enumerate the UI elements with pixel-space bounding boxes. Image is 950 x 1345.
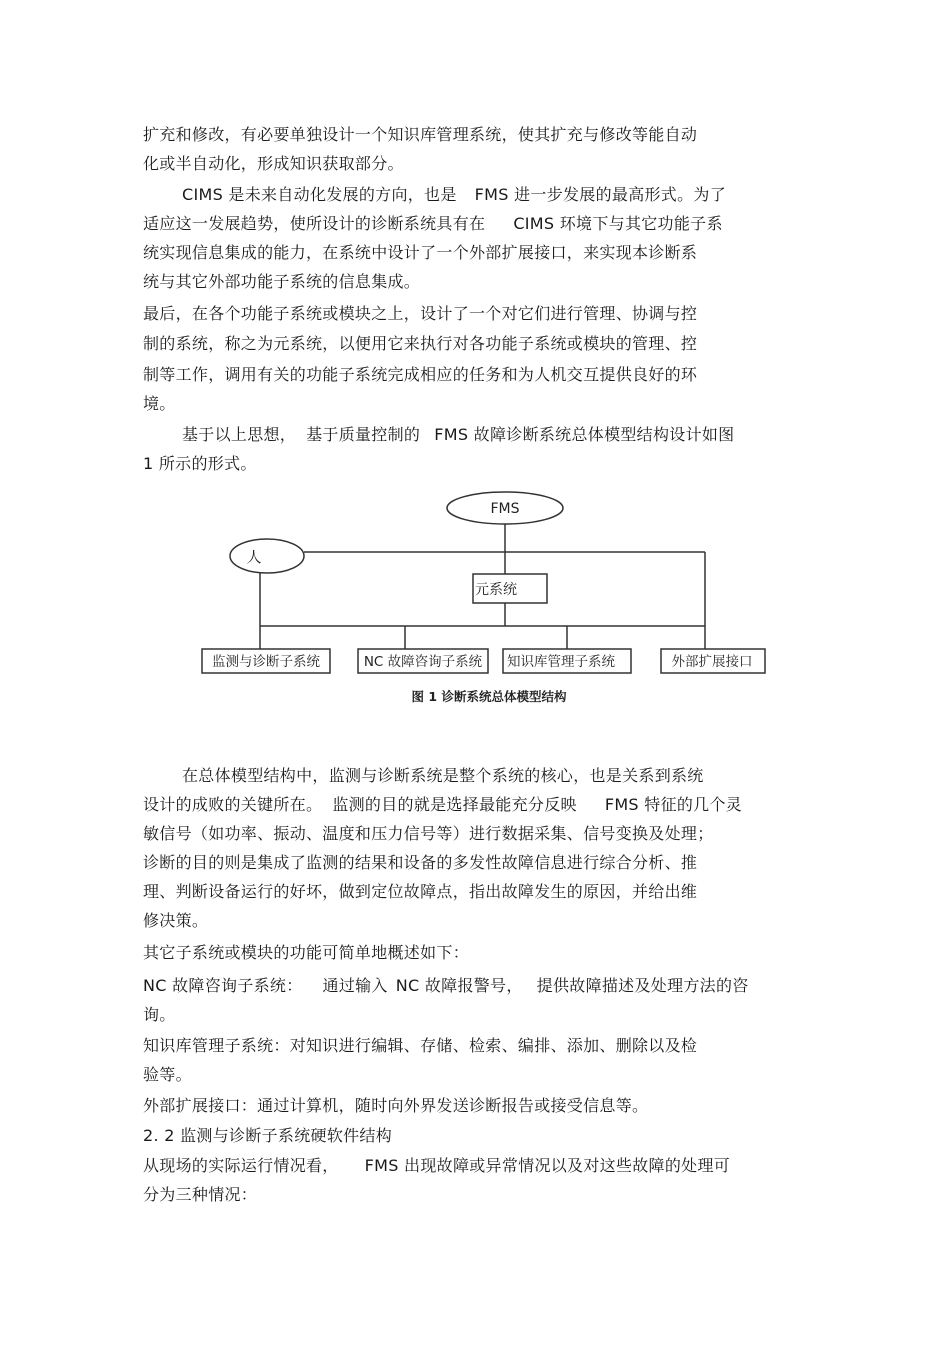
- text-segment: CIMS 是未来自动化发展的方向，也是: [182, 185, 457, 204]
- text-segment: 适应这一发展趋势，使所设计的诊断系统具有在: [143, 214, 486, 233]
- text-segment: NC 故障咨询子系统：: [143, 976, 303, 995]
- meta-system-label: 元系统: [475, 582, 517, 598]
- text-line: 理、判断设备运行的好坏，做到定位故障点，指出故障发生的原因，并给出维: [143, 882, 698, 901]
- nc-fault-label: NC 故障咨询子系统: [363, 654, 483, 670]
- text-segment: 基于以上思想，: [182, 425, 297, 444]
- text-line: 诊断的目的则是集成了监测的结果和设备的多发性故障信息进行综合分析、推: [143, 853, 698, 872]
- human-node: [230, 539, 304, 573]
- text-segment: NC 故障报警号，: [395, 976, 523, 995]
- text-line: 敏信号（如功率、振动、温度和压力信号等）进行数据采集、信号变换及处理；: [143, 824, 714, 843]
- diagram-svg: [200, 485, 775, 715]
- text-segment: 设计的成败的关键所在。: [143, 795, 323, 814]
- text-line: 在总体模型结构中，监测与诊断系统是整个系统的核心，也是关系到系统: [182, 766, 704, 785]
- text-line: [143, 975, 749, 997]
- text-segment: 提供故障描述及处理方法的咨: [536, 976, 749, 995]
- text-segment: 通过输入: [322, 976, 388, 995]
- human-label: 人: [246, 548, 262, 566]
- text-line: 化或半自动化，形成知识获取部分。: [143, 154, 404, 173]
- text-segment: 监测的目的就是选择最能充分反映: [332, 795, 577, 814]
- text-line: 统实现信息集成的能力，在系统中设计了一个外部扩展接口，来实现本诊断系: [143, 243, 698, 262]
- text-line: 外部扩展接口：通过计算机，随时向外界发送诊断报告或接受信息等。: [143, 1096, 649, 1115]
- fms-label: FMS: [490, 501, 520, 517]
- text-line: 验等。: [143, 1065, 192, 1084]
- text-line: [182, 184, 726, 206]
- text-line: 制等工作，调用有关的功能子系统完成相应的任务和为人机交互提供良好的环: [143, 365, 698, 384]
- text-line: 知识库管理子系统：对知识进行编辑、存储、检索、编排、添加、删除以及检: [143, 1036, 698, 1055]
- knowledge-base-label: 知识库管理子系统: [507, 654, 615, 670]
- text-line: 制的系统，称之为元系统，以便用它来执行对各功能子系统或模块的管理、控: [143, 334, 698, 353]
- text-segment: FMS 出现故障或异常情况以及对这些故障的处理可: [364, 1156, 731, 1175]
- text-segment: 基于质量控制的: [306, 425, 421, 444]
- text-segment: FMS 故障诊断系统总体模型结构设计如图: [434, 425, 735, 444]
- text-segment: FMS 进一步发展的最高形式。为了: [474, 185, 726, 204]
- text-line: 境。: [143, 394, 176, 413]
- text-line: 1 所示的形式。: [143, 454, 257, 473]
- text-line: 询。: [143, 1005, 176, 1024]
- text-segment: 从现场的实际运行情况看，: [143, 1156, 339, 1175]
- text-line: 分为三种情况：: [143, 1185, 258, 1204]
- text-line: 修决策。: [143, 911, 209, 930]
- text-segment: FMS 特征的几个灵: [604, 795, 743, 814]
- text-line: 其它子系统或模块的功能可简单地概述如下：: [143, 943, 470, 962]
- monitor-diagnosis-label: 监测与诊断子系统: [212, 654, 320, 670]
- figure-caption: 图 1 诊断系统总体模型结构: [411, 689, 567, 704]
- model-structure-diagram: [200, 485, 775, 715]
- text-line: [143, 794, 742, 816]
- text-line: 最后，在各个功能子系统或模块之上，设计了一个对它们进行管理、协调与控: [143, 304, 698, 323]
- external-interface-label: 外部扩展接口: [671, 654, 753, 670]
- text-segment: CIMS 环境下与其它功能子系: [513, 214, 723, 233]
- text-line: [182, 424, 734, 446]
- text-line: [143, 1155, 730, 1177]
- text-line: 统与其它外部功能子系统的信息集成。: [143, 272, 421, 291]
- text-line: [143, 213, 723, 235]
- text-line: 扩充和修改，有必要单独设计一个知识库管理系统，使其扩充与修改等能自动: [143, 125, 698, 144]
- section-heading: 2. 2 监测与诊断子系统硬软件结构: [143, 1126, 393, 1145]
